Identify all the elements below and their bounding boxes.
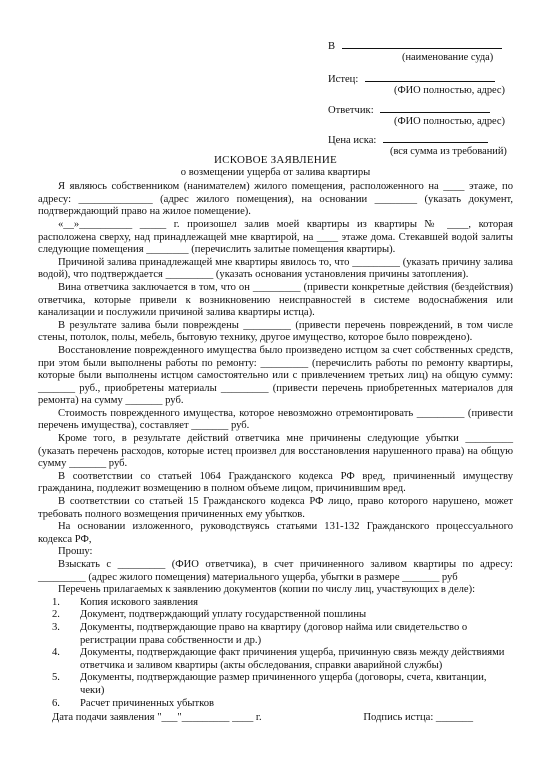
paragraph-ownership: Я являюсь собственником (нанимателем) жилого помещения, расположенного на ____ этаже, по адресу: ______________ (адрес жилого помещения), на основании ________ (указать документ, подтверждающий право на жилое помещение). bbox=[38, 181, 513, 218]
list-item bbox=[38, 622, 513, 647]
ask-label: Прошу: bbox=[58, 546, 93, 558]
paragraph-legal-basis: На основании изложенного, руководствуясь статьями 131-132 Гражданского процессуального кодекса РФ, bbox=[38, 521, 513, 545]
list-item-number: 5. bbox=[52, 672, 60, 684]
court-line bbox=[342, 38, 502, 49]
paragraph-defendant-fault: Вина ответчика заключается в том, что он _________ (привести конкретные действия (бездействия) ответчика, которые привели к возникновению неисправностей в системе водоснабжения или канализации и послужили причиной залива квартиры истца). bbox=[38, 281, 513, 319]
defendant-line bbox=[380, 102, 490, 113]
filing-date: Дата подачи заявления "___"_________ ____ г. bbox=[52, 712, 262, 724]
paragraph-article-15: В соответствии со статьей 15 Гражданского кодекса РФ лицо, право которого нарушено, может требовать полного возмещения причиненных ему убытков. bbox=[38, 496, 513, 520]
list-item-text: Расчет причиненных убытков bbox=[80, 697, 214, 709]
claim-price-note: (вся сумма из требований) bbox=[390, 146, 507, 157]
list-item bbox=[38, 597, 513, 610]
claim-price-label: Цена иска: bbox=[328, 135, 377, 146]
paragraph-restoration: Восстановление поврежденного имущества было произведено истцом за счет собственных средств, при этом были выполнены работы по ремонту: _________ (перечислить работы по ремонту квартиры, которые были выполнены истцом самостоятельно или с привлечением третьих лиц) на общую сумму: _______ руб., приобретены материалы _________ (привести перечень приобретенных материалов для ремонта) на сумму _______ руб. bbox=[38, 344, 513, 407]
list-item-text: Документ, подтверждающий уплату государственной пошлины bbox=[80, 609, 367, 621]
list-item bbox=[38, 698, 513, 711]
list-item-number: 3. bbox=[52, 621, 60, 633]
paragraph-article-1064: В соответствии со статьей 1064 Гражданского кодекса РФ вред, причиненный имуществу гражданина, подлежит возмещению в полном объеме лицом, причинившим вред. bbox=[38, 470, 513, 495]
list-item-number: 2. bbox=[52, 609, 60, 621]
defendant-note: (ФИО полностью, адрес) bbox=[394, 116, 505, 127]
paragraph-flood-cause: Причиной залива принадлежащей мне квартиры явилось то, что _________ (указать причину залива водой), что подтверждается _________ (указать основания установления причины затопления). bbox=[38, 256, 513, 281]
plaintiff-signature: Подпись истца: _______ bbox=[363, 712, 473, 724]
list-item-text: Документы, подтверждающие размер причиненного ущерба (договоры, счета, квитанции, чеки) bbox=[80, 672, 487, 696]
attachments-intro: Перечень прилагаемых к заявлению документов (копии по числу лиц, участвующих в деле): bbox=[58, 584, 476, 596]
document-subtitle: о возмещении ущерба от залива квартиры bbox=[180, 166, 371, 178]
document-title: ИСКОВОЕ ЗАЯВЛЕНИЕ bbox=[214, 154, 337, 166]
paragraph-flood-event: «__»__________ _____ г. произошел залив моей квартиры из квартиры № ____, которая расположена сверху, над принадлежащей мне квартирой, на ____ этаже дома. Стекавшей водой залиты следующие помещения ________ (перечислить залитые помещения квартиры). bbox=[38, 218, 513, 256]
to-label: В bbox=[328, 41, 336, 52]
document-header bbox=[38, 38, 513, 157]
list-item bbox=[38, 647, 513, 672]
paragraph-losses: Кроме того, в результате действий ответчика мне причинены следующие убытки _________ (указать перечень расходов, которые истец произвел для восстановления нарушенного права) на общую сумму _______ руб. bbox=[38, 433, 513, 470]
court-note: (наименование суда) bbox=[402, 52, 494, 63]
list-item-number: 1. bbox=[52, 596, 60, 608]
list-item-text: Документы, подтверждающие факт причинения ущерба, причинную связь между действиями ответчика и заливом квартиры (акты обследования, справки аварийной службы) bbox=[80, 647, 505, 671]
attachments-list bbox=[38, 597, 513, 710]
plaintiff-note: (ФИО полностью, адрес) bbox=[394, 85, 505, 96]
demand-text: Взыскать с _________ (ФИО ответчика), в счет причиненного заливом квартиры по адресу: _________ (адрес жилого помещения) материального ущерба, убытки в размере _______ руб bbox=[38, 559, 513, 583]
plaintiff-label: Истец: bbox=[328, 74, 359, 85]
list-item bbox=[38, 609, 513, 622]
paragraph-unrepairable: Стоимость поврежденного имущества, которое невозможно отремонтировать _________ (привести перечень имущества), составляет _______ руб. bbox=[38, 407, 513, 432]
list-item bbox=[38, 672, 513, 697]
defendant-label: Ответчик: bbox=[328, 105, 374, 116]
plaintiff-line bbox=[365, 71, 495, 82]
document-footer bbox=[38, 712, 513, 725]
list-item-number: 4. bbox=[52, 647, 60, 659]
list-item-number: 6. bbox=[52, 697, 60, 709]
claim-price-line bbox=[383, 132, 488, 143]
list-item-text: Документы, подтверждающие право на квартиру (договор найма или свидетельство о регистрации права собственности и др.) bbox=[80, 621, 468, 646]
list-item-text: Копия искового заявления bbox=[80, 596, 199, 608]
paragraph-damage: В результате залива были повреждены _________ (привести перечень повреждений, в том числе стены, потолок, полы, мебель, бытовую технику, другое имущество, которое было повреждено). bbox=[38, 319, 513, 344]
